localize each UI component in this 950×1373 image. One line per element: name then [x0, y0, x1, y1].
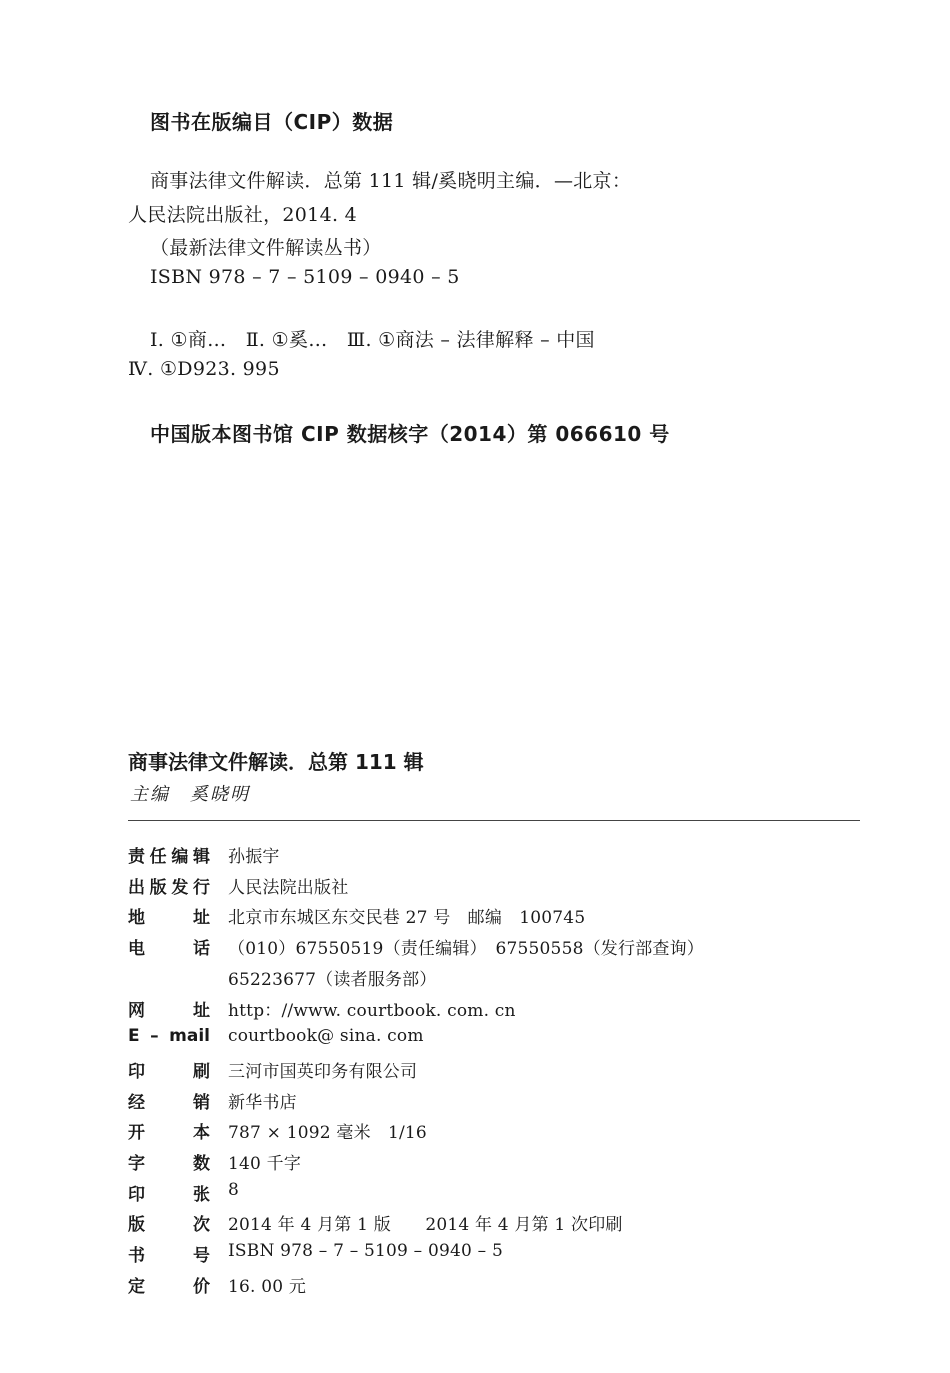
info-label-char: 印	[128, 1061, 145, 1082]
info-label-char: mail	[169, 1026, 210, 1047]
info-label	[128, 1241, 210, 1266]
cip-publisher-line: 人民法院出版社，2014. 4	[128, 204, 358, 226]
book-editor: 主编 奚晓明	[130, 784, 250, 805]
info-label-char: 刷	[193, 1061, 210, 1082]
cip-heading: 图书在版编目（CIP）数据	[150, 110, 394, 134]
info-value: 140 千字	[228, 1154, 302, 1174]
info-value: courtbook@ sina. com	[228, 1026, 424, 1047]
info-label-char: 地	[128, 908, 145, 929]
info-label-char: 版	[128, 1215, 145, 1236]
cip-isbn-line: ISBN 978 – 7 – 5109 – 0940 – 5	[150, 266, 460, 288]
info-label	[128, 1272, 210, 1297]
cip-classification-line: Ⅰ. ①商… Ⅱ. ①奚… Ⅲ. ①商法 – 法律解释 – 中国	[150, 329, 595, 351]
info-label	[128, 1149, 210, 1174]
info-label-char: 张	[193, 1184, 210, 1205]
info-label-char: 印	[128, 1184, 145, 1205]
cip-title-line: 商事法律文件解读．总第 111 辑/奚晓明主编．—北京：	[150, 170, 632, 192]
info-label-char: 责	[128, 847, 145, 867]
info-label	[128, 1088, 210, 1113]
info-label-char: 数	[193, 1154, 210, 1174]
info-label	[128, 934, 210, 959]
info-label-char: 发	[171, 877, 189, 898]
info-label-char: 字	[128, 1154, 145, 1174]
info-label-char: –	[150, 1026, 159, 1047]
info-label	[128, 1118, 210, 1143]
info-value: 人民法院出版社	[228, 877, 349, 898]
info-value: 新华书店	[228, 1092, 297, 1113]
info-label-char: 任	[149, 847, 167, 867]
info-label	[128, 1057, 210, 1082]
info-label-char: E	[128, 1026, 140, 1047]
info-label	[128, 873, 210, 898]
info-label	[128, 842, 210, 867]
info-value: 16. 00 元	[228, 1276, 307, 1297]
info-value: 北京市东城区东交民巷 27 号 邮编 100745	[228, 908, 586, 929]
info-label-char: 版	[149, 877, 167, 898]
info-value: ISBN 978 – 7 – 5109 – 0940 – 5	[228, 1241, 503, 1262]
info-label-char: 址	[193, 1000, 210, 1021]
divider-rule	[128, 820, 860, 821]
info-label-char: 书	[128, 1246, 145, 1267]
info-label-char: 址	[193, 908, 210, 929]
info-label-char: 网	[128, 1000, 145, 1021]
cip-series-line: （最新法律文件解读丛书）	[150, 237, 382, 259]
book-title: 商事法律文件解读．总第 111 辑	[128, 750, 424, 774]
info-label-char: 销	[193, 1092, 210, 1113]
info-value: 三河市国英印务有限公司	[228, 1061, 418, 1082]
cip-verification: 中国版本图书馆 CIP 数据核字（2014）第 066610 号	[150, 422, 670, 446]
info-label-char: 本	[193, 1123, 210, 1144]
info-label-char: 次	[193, 1215, 210, 1236]
info-label-char: 出	[128, 877, 145, 898]
info-value: 787 × 1092 毫米 1/16	[228, 1123, 427, 1144]
info-label	[128, 1026, 210, 1046]
info-value: 2014 年 4 月第 1 版 2014 年 4 月第 1 次印刷	[228, 1215, 623, 1236]
info-label-char: 号	[193, 1246, 210, 1267]
cip-class-number-line: Ⅳ. ①D923. 995	[128, 358, 280, 380]
info-label-char: 行	[192, 877, 210, 898]
info-label-char: 开	[128, 1123, 145, 1144]
info-value: 8	[228, 1179, 240, 1200]
info-value: 65223677（读者服务部）	[228, 969, 437, 990]
info-label	[128, 996, 210, 1021]
info-label-char: 定	[128, 1276, 145, 1297]
info-label	[128, 1210, 210, 1235]
info-label-char: 价	[193, 1276, 210, 1297]
info-value: 孙振宇	[228, 847, 280, 867]
info-value: http：//www. courtbook. com. cn	[228, 1000, 516, 1021]
info-label-char: 电	[128, 939, 145, 960]
info-label-char: 话	[193, 939, 210, 960]
info-label-char: 编	[171, 847, 189, 867]
info-label	[128, 1180, 210, 1205]
info-value: （010）67550519（责任编辑） 67550558（发行部查询）	[228, 939, 705, 960]
info-label-char: 经	[128, 1092, 145, 1113]
info-label	[128, 903, 210, 928]
info-label-char: 辑	[192, 847, 210, 867]
